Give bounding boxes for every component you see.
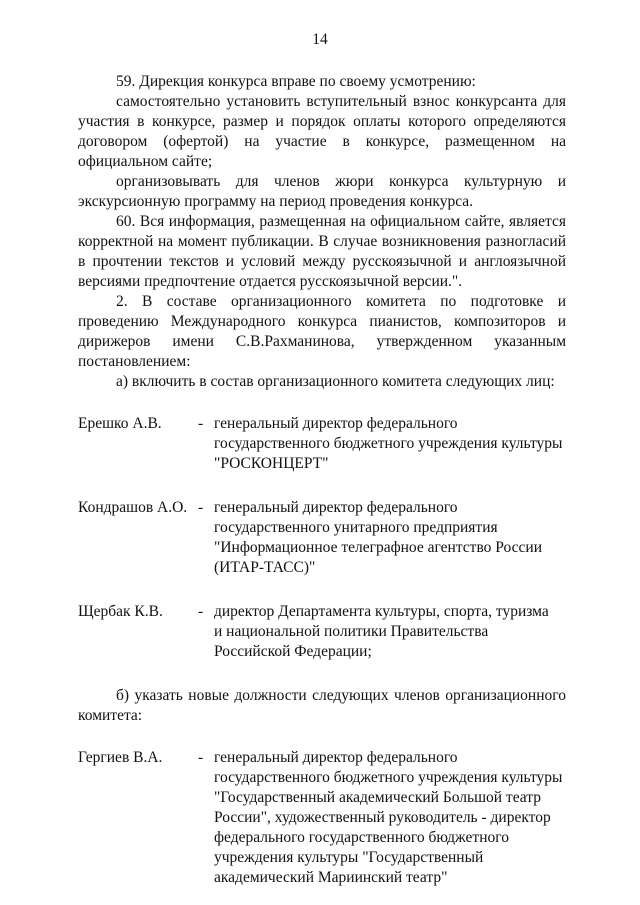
member-name: Щербак К.В. <box>78 603 163 620</box>
member-dash: - <box>198 749 204 766</box>
member-name: Кондрашов А.О. <box>78 499 188 516</box>
member-position <box>214 414 566 474</box>
position-line: государственного бюджетного учреждения культуры <box>214 435 563 452</box>
member-name: Ерешко А.В. <box>78 415 162 432</box>
paragraph-59: 59. Дирекция конкурса вправе по своему усмотрению: <box>116 73 476 90</box>
member-dash: - <box>198 499 204 516</box>
position-line: и национальной политики Правительства <box>214 623 489 640</box>
position-line: "РОСКОНЦЕРТ" <box>214 455 329 472</box>
position-line: государственного унитарного предприятия <box>214 519 498 536</box>
member-position <box>214 498 566 578</box>
member-dash: - <box>198 603 204 620</box>
paragraph-a: а) включить в состав организационного комитета следующих лиц: <box>116 373 555 390</box>
position-line: (ИТАР-ТАСС)" <box>214 559 316 576</box>
member-shcherbak <box>78 602 566 662</box>
position-line: генеральный директор федерального <box>214 749 458 766</box>
paragraph-60: 60. Вся информация, размещенная на официальном сайте, является корректной на момент публикации. В случае возникновения разногласий в прочтении текстов и условий между русскоязычной и англоязычной версиями предпочтение отдается русскоязычной версии.". <box>78 213 566 290</box>
paragraph-entry-fee: самостоятельно установить вступительный взнос конкурсанта для участия в конкурсе, размер и порядок оплаты которого определяются договором (офертой) на участие в конкурсе, размещенном на официальном сайте; <box>78 93 566 170</box>
document-body <box>78 72 566 888</box>
member-name: Гергиев В.А. <box>78 749 163 766</box>
paragraph-jury-program: организовывать для членов жюри конкурса культурную и экскурсионную программу на период проведения конкурса. <box>78 173 566 210</box>
position-line: "Информационное телеграфное агентство России <box>214 539 542 556</box>
position-line: федерального государственного бюджетного <box>214 829 509 846</box>
member-dash: - <box>198 415 204 432</box>
page-number: 14 <box>312 31 328 48</box>
position-line: Российской Федерации; <box>214 643 372 660</box>
position-line: директор Департамента культуры, спорта, туризма <box>214 603 549 620</box>
position-line: генеральный директор федерального <box>214 415 458 432</box>
member-position <box>214 748 566 888</box>
position-line: "Государственный академический Большой театр <box>214 789 541 806</box>
position-line: академический Мариинский театр" <box>214 869 448 886</box>
member-kondrashov <box>78 498 566 578</box>
paragraph-2: 2. В составе организационного комитета по подготовке и проведению Международного конкурса пианистов, композиторов и дирижеров имени С.В.Рахманинова, утвержденном указанным постановлением: <box>78 293 566 370</box>
member-ereshko <box>78 414 566 474</box>
position-line: России", художественный руководитель - директор <box>214 809 551 826</box>
position-line: учреждения культуры "Государственный <box>214 849 484 866</box>
position-line: генеральный директор федерального <box>214 499 458 516</box>
member-gergiev <box>78 748 566 888</box>
position-line: государственного бюджетного учреждения культуры <box>214 769 563 786</box>
paragraph-b: б) указать новые должности следующих членов организационного комитета: <box>78 687 566 724</box>
member-position <box>214 602 566 662</box>
